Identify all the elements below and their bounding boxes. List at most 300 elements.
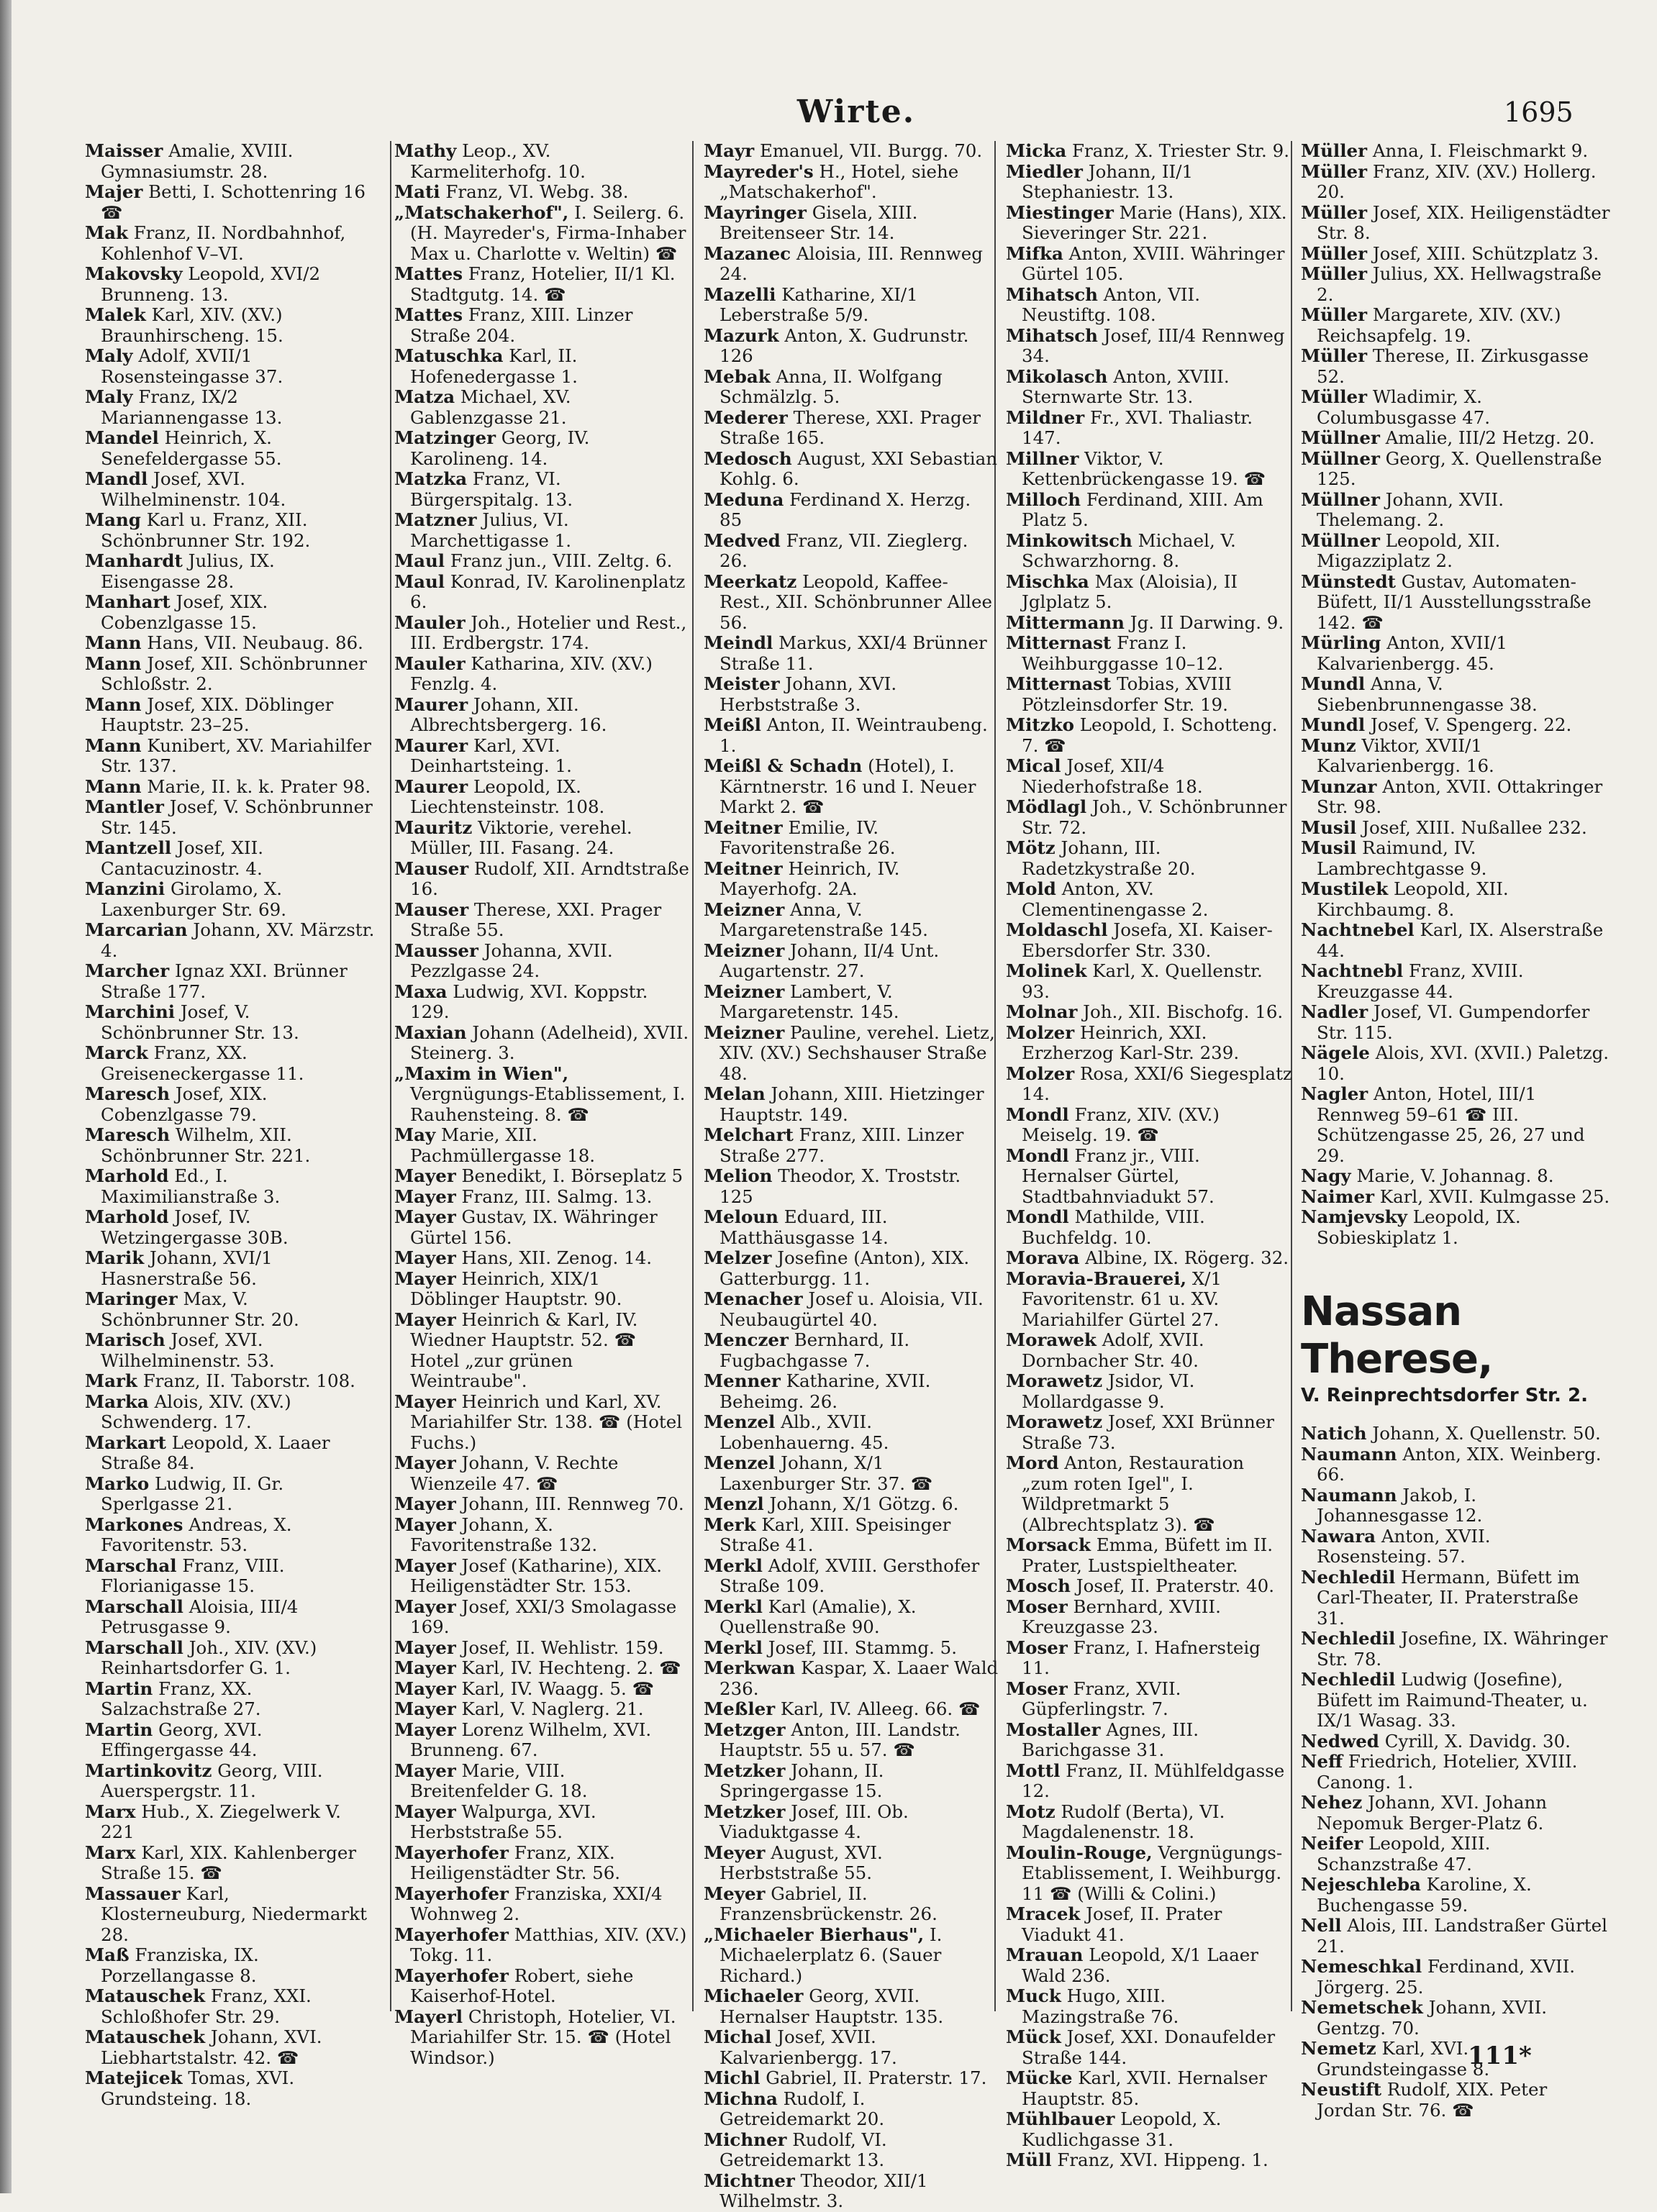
directory-entry [704,449,999,490]
directory-entry [394,1310,689,1392]
entry-name: Marck [85,1042,148,1063]
directory-entry [1301,1629,1610,1670]
directory-entry [85,1474,380,1515]
entry-name: Matzner [394,509,477,530]
directory-entry [394,387,689,428]
entry-details: Therese, XXI. Prager Straße 165. [719,406,981,448]
entry-name: Mihatsch [1006,324,1098,346]
entry-details: Wilhelm, XII. Schönbrunner Str. 221. [101,1124,311,1166]
directory-entry [1301,920,1610,961]
directory-entry [704,1453,999,1494]
entry-details: Gisela, XIII. Breitenseer Str. 14. [719,201,918,243]
entry-name: Münstedt [1301,570,1396,592]
entry-name: Müllner [1301,427,1380,448]
directory-entry [394,1699,689,1720]
entry-details: Anton, Restauration „zum roten Igel", I. Wildpretmarkt 5 (Albrechtsplatz 3). ☎ [1022,1452,1244,1535]
entry-name: Marchini [85,1001,176,1022]
entry-name: Mondl [1006,1103,1069,1125]
entry-details: Johanna, XVII. Pezzlgasse 24. [410,939,613,981]
entry-details: Mathilde, VIII. Buchfeldg. 10. [1022,1206,1205,1248]
entry-name: Nawara [1301,1525,1376,1547]
entry-details: Johann, XVI. Johann Nepomuk Berger-Platz 6. [1317,1792,1548,1834]
entry-name: Meßler [704,1698,776,1719]
entry-name: Mayer [394,1678,456,1699]
directory-entry [394,1884,689,1925]
directory-entry [1006,1576,1294,1597]
entry-name: Nadler [1301,1001,1368,1022]
directory-entry [394,2007,689,2069]
entry-name: Müller [1301,304,1368,325]
entry-details: Gabriel, II. Franzensbrückenstr. 26. [719,1883,938,1924]
entry-name: Minkowitsch [1006,529,1132,551]
entry-name: Mayer [394,1165,456,1186]
entry-name: Manzini [85,878,165,899]
entry-details: Ferdinand X. Herzg. 85 [719,488,971,530]
directory-entry [1006,1597,1294,1638]
entry-details: Anton, X. Gudrunstr. 126 [719,324,969,366]
entry-details: Leopold, XII. Migazziplatz 2. [1317,529,1501,571]
entry-name: Mann [85,734,142,756]
entry-name: Matejicek [85,2067,183,2088]
directory-entry [704,1699,999,1720]
directory-entry [394,1494,689,1515]
entry-name: Matza [394,386,455,407]
entry-name: Mazanec [704,242,791,264]
entry-details: Johann, III. Rennweg 70. [461,1493,684,1514]
entry-name: Menzel [704,1452,776,1473]
entry-details: Josef, XXI. Donaufelder Straße 144. [1022,2026,1276,2068]
entry-details: Max (Aloisia), II Jglplatz 5. [1022,570,1238,612]
entry-name: Namjevsky [1301,1206,1407,1227]
entry-details: Franz, II. Taborstr. 108. [142,1370,355,1391]
entry-details: Fr., XVI. Thaliastr. 147. [1022,406,1253,448]
entry-details: Ferdinand, XVII. Jörgerg. 25. [1317,1956,1576,1998]
entry-name: Mundl [1301,714,1366,735]
entry-name: Motz [1006,1801,1056,1822]
directory-entry [394,203,689,265]
entry-name: Nägele [1301,1042,1370,1063]
entry-details: Johann, XII. Albrechtsbergerg. 16. [410,693,607,735]
entry-details: Heinrich, X. Senefeldergasse 55. [101,427,282,469]
directory-entry [1301,1731,1610,1752]
directory-entry [85,469,380,510]
entry-name: Mical [1006,755,1061,776]
directory-entry [1006,1986,1294,2027]
page-number: 1695 [1504,96,1574,128]
directory-entry [394,1064,689,1126]
entry-name: Mayer [394,1206,456,1227]
entry-details: Leopold, X. Kudlichgasse 31. [1022,2108,1222,2150]
entry-details: Anton, VII. Neustiftg. 108. [1022,283,1201,325]
directory-entry [1006,490,1294,531]
entry-name: Musil [1301,837,1357,858]
directory-entry [85,633,380,654]
directory-entry [1006,1064,1294,1105]
entry-name: Mann [85,652,142,674]
entry-name: Müller [1301,201,1368,223]
entry-details: Josef, III/4 Rennweg 34. [1022,324,1285,366]
entry-details: Josef, XIX. Cobenzlgasse 15. [101,591,268,633]
entry-details: Theodor, XII/1 Wilhelmstr. 3. [719,2170,928,2211]
page-gutter-shadow [0,0,12,2193]
directory-entry [394,859,689,900]
entry-details: Josefine, IX. Währinger Str. 78. [1317,1628,1608,1670]
entry-details: Karl, V. Naglerg. 21. [461,1698,644,1719]
entry-name: Musil [1301,816,1357,838]
entry-name: Mayer [394,1267,456,1289]
directory-entry [394,1802,689,1843]
entry-details: Josef, VI. Gumpendorfer Str. 115. [1317,1001,1590,1043]
entry-details: Wladimir, X. Columbusgasse 47. [1317,386,1491,428]
entry-details: Katharine, XI/1 Leberstraße 5/9. [719,283,918,325]
entry-details: Alois, XIV. (XV.) Schwenderg. 17. [101,1391,291,1432]
entry-details: Josef u. Aloisia, VII. Neubaugürtel 40. [719,1288,984,1330]
entry-name: Matuschka [394,345,504,366]
entry-details: Tobias, XVIII Pötzleinsdorfer Str. 19. [1022,673,1232,715]
directory-entry [394,777,689,818]
directory-entry [704,859,999,900]
entry-details: Johann (Adelheid), XVII. Steinerg. 3. [410,1021,689,1063]
directory-entry [1006,715,1294,756]
entry-name: Müller [1301,345,1368,366]
entry-name: Müllner [1301,447,1380,469]
directory-entry [394,1638,689,1659]
entry-name: Moser [1006,1637,1068,1658]
entry-name: Meizner [704,939,785,961]
entry-details: Anton, III. Landstr. Hauptstr. 55 u. 57. ☎ [719,1719,961,1760]
entry-name: Martin [85,1719,153,1740]
entry-details: Johann, II/4 Unt. Augartenstr. 27. [719,939,940,981]
entry-name: Müller [1301,140,1368,161]
entry-name: Morawetz [1006,1370,1103,1391]
entry-details: Josef, XII/4 Niederhofstraße 18. [1022,755,1203,797]
entry-details: Johann, X/1 Götzg. 6. [769,1493,959,1514]
entry-name: Mostaller [1006,1719,1101,1740]
directory-entry [85,654,380,695]
entry-details: Albine, IX. Rögerg. 32. [1085,1247,1289,1268]
directory-entry [394,428,689,469]
directory-entry [85,387,380,428]
entry-name: Michna [704,2088,778,2109]
entry-name: Marka [85,1391,149,1412]
entry-details: Josef, XIX. Heiligenstädter Str. 8. [1317,201,1610,243]
entry-details: Anton, XVII/1 Kalvarienbergg. 45. [1317,632,1507,674]
entry-name: Nedwed [1301,1730,1379,1752]
directory-entry [704,1084,999,1125]
directory-entry [1006,1330,1294,1371]
entry-details: Ed., I. Maximilianstraße 3. [101,1165,281,1207]
entry-details: Johann, XIII. Hietzinger Hauptstr. 149. [719,1083,984,1125]
entry-details: Karl, XIX. Kahlenberger Straße 15. ☎ [101,1842,357,1883]
directory-entry [1006,1269,1294,1331]
directory-entry [394,141,689,182]
entry-details: Hans, XII. Zenog. 14. [461,1247,653,1268]
entry-name: Mitternast [1006,673,1112,694]
entry-name: Marko [85,1473,150,1494]
entry-details: Josef, XIX. Döblinger Hauptstr. 23–25. [101,693,334,735]
directory-entry [704,2068,999,2089]
directory-entry [1301,1002,1610,1043]
entry-details: Josef, III. Stammg. 5. [768,1637,958,1658]
entry-details: Heinrich, IV. Mayerhofg. 2A. [719,857,900,899]
directory-entry [704,1289,999,1330]
entry-name: Mück [1006,2026,1061,2047]
entry-name: Mayerhofer [394,1965,509,1986]
directory-entry [85,1986,380,2027]
entry-details: Franz, XIV. (XV.) Hollerg. 20. [1317,160,1597,202]
directory-entry [394,1658,689,1679]
entry-name: Nemeschkal [1301,1956,1422,1977]
entry-details: Rudolf, VI. Getreidemarkt 13. [719,2129,887,2170]
entry-details: Franz, XVI. Hippeng. 1. [1057,2149,1268,2170]
directory-entry [85,1248,380,1289]
entry-details: Karl, XIV. (XV.) Braunhirscheng. 15. [101,304,283,346]
entry-details: Emanuel, VII. Burgg. 70. [759,140,983,161]
entry-name: Mayer [394,1596,456,1617]
entry-name: Merk [704,1514,756,1535]
entry-name: Mann [85,693,142,715]
entry-name: Matzka [394,468,468,489]
entry-details: Julius, IX. Eisengasse 28. [101,550,275,592]
entry-name: Marcher [85,960,170,981]
entry-details: Katharine, XVII. Beheimg. 26. [719,1370,931,1412]
directory-entry [704,1638,999,1659]
entry-details: Josef, XIII. Schützplatz 3. [1372,242,1599,264]
directory-entry [704,1884,999,1925]
entry-name: Nagy [1301,1165,1351,1186]
entry-details: Franz, III. Salmg. 13. [461,1185,653,1207]
directory-entry [394,941,689,982]
entry-details: Josef, XVI. Wilhelminenstr. 53. [101,1329,275,1371]
entry-details: Franz, Hotelier, II/1 Kl. Stadtgutg. 14. ☎ [410,263,676,305]
entry-details: Viktor, XVII/1 Kalvarienbergg. 16. [1317,734,1494,776]
entry-details: Karl, IV. Hechteng. 2. ☎ [461,1657,681,1678]
entry-name: Mondl [1006,1206,1069,1227]
entry-name: Nechledil [1301,1669,1396,1690]
entry-details: Anton, XVII. Ottakringer Str. 98. [1317,775,1603,817]
entry-details: Johann, XVI. Herbststraße 3. [719,673,897,715]
entry-details: Franz, XX. Salzachstraße 27. [101,1678,261,1719]
directory-entry [1301,838,1610,879]
entry-details: Marie, VIII. Breitenfelder G. 18. [410,1760,588,1801]
directory-entry [704,490,999,531]
entry-details: Benedikt, I. Börseplatz 5 [461,1165,684,1186]
entry-name: Meyer [704,1842,766,1863]
directory-entry [1301,1670,1610,1731]
entry-name: Mazelli [704,283,776,305]
directory-entry [704,900,999,941]
entry-name: Naimer [1301,1185,1374,1207]
directory-entry [394,1453,689,1494]
directory-entry [1301,2080,1610,2121]
directory-entry [704,756,999,818]
directory-entry [704,1248,999,1289]
directory-entry [1006,633,1294,674]
directory-entry [704,408,999,449]
entry-name: Melchart [704,1124,794,1145]
entry-name: Mildner [1006,406,1085,428]
directory-entry [1301,1187,1610,1208]
entry-details: Lambert, V. Margaretenstr. 145. [719,980,899,1022]
directory-entry [1301,1998,1610,2039]
entry-details: Karl, IV. Waagg. 5. ☎ [461,1678,655,1699]
entry-name: Maresch [85,1124,171,1145]
entry-name: Meißl [704,714,761,735]
entry-details: Hans, VII. Neubaug. 86. [147,632,363,653]
entry-name: Meizner [704,898,785,920]
entry-name: „Michaeler Bierhaus", [704,1924,925,1945]
directory-entry [1301,162,1610,203]
entry-details: X/1 Favoritenstr. 61 u. XV. Mariahilfer Gürtel 27. [1022,1267,1222,1330]
directory-entry [1301,1526,1610,1567]
entry-name: Morsack [1006,1534,1091,1555]
entry-details: Tomas, XVI. Grundsteing. 18. [101,2067,295,2109]
entry-name: Nachtnebl [1301,960,1404,981]
directory-entry [1301,879,1610,920]
directory-entry [394,736,689,777]
entry-name: Morawetz [1006,1411,1103,1432]
entry-name: Massauer [85,1883,181,1904]
entry-details: Christoph, Hotelier, VI. Mariahilfer Str. 15. ☎ (Hotel Windsor.) [410,2006,676,2068]
entry-details: Vergnügungs-Etablissement, I. Weihburgg. 11 ☎ (Willi & Colini.) [1022,1842,1283,1904]
entry-details: Rudolf, XIX. Peter Jordan Str. 76. ☎ [1317,2079,1548,2121]
entry-details: Agnes, III. Barichgasse 31. [1022,1719,1199,1760]
entry-name: Marisch [85,1329,165,1350]
directory-entry [85,1761,380,1802]
entry-name: Marx [85,1842,136,1863]
entry-details: H., Hotel, siehe „Matschakerhof". [719,160,959,202]
entry-name: Mayer [394,1719,456,1740]
entry-details: Johann, X/1 Laxenburger Str. 37. ☎ [719,1452,933,1494]
directory-entry [85,346,380,387]
entry-details: Franz, II. Nordbahnhof, Kohlenhof V–VI. [101,222,346,264]
directory-entry [1006,1945,1294,1986]
directory-entry [394,264,689,305]
entry-details: Josef, XIX. Cobenzlgasse 79. [101,1083,268,1125]
directory-entry [1301,1916,1610,1957]
entry-name: Mayringer [704,201,807,223]
directory-entry [704,1371,999,1412]
directory-entry [704,141,999,162]
entry-details: Georg, XVI. Effingergasse 44. [101,1719,263,1760]
running-head-title: Wirte. [796,94,916,130]
entry-name: Mattes [394,304,463,325]
advertisement-block [1301,1288,1610,1408]
entry-details: Anna, V. Siebenbrunnengasse 38. [1317,673,1538,715]
entry-details: Alois, III. Landstraßer Gürtel 21. [1317,1915,1607,1957]
directory-entry [1301,449,1610,490]
entry-name: Mayerl [394,2006,463,2027]
directory-column-1 [85,140,380,2109]
entry-details: Rudolf, XII. Arndtstraße 16. [410,857,689,899]
entry-details: Andreas, X. Favoritenstr. 53. [101,1514,292,1555]
entry-name: Müller [1301,386,1368,407]
entry-details: Franz, XIX. Heiligenstädter Str. 56. [410,1842,621,1883]
entry-name: Moravia-Brauerei, [1006,1267,1187,1289]
directory-entry [85,223,380,264]
entry-name: Müll [1006,2149,1052,2170]
directory-entry [1006,1638,1294,1679]
entry-details: Margarete, XIV. (XV.) Reichsapfelg. 19. [1317,304,1561,346]
entry-details: Amalie, III/2 Hetzg. 20. [1385,427,1595,448]
entry-name: Maxa [394,980,448,1002]
entry-details: Adolf, XVII. Dornbacher Str. 40. [1022,1329,1204,1371]
entry-details: Alb., XVII. Lobenhauerng. 45. [719,1411,889,1453]
directory-entry [394,1597,689,1638]
directory-entry [1301,572,1610,634]
entry-name: Martinkovitz [85,1760,212,1781]
directory-entry [394,1966,689,2007]
entry-name: Menzl [704,1493,764,1514]
entry-details: Josef, IV. Wetzingergasse 30B. [101,1206,289,1248]
entry-name: Meitner [704,816,783,838]
entry-name: Mayer [394,1452,456,1473]
directory-entry [704,1986,999,2027]
entry-name: Michtner [704,2170,795,2191]
directory-entry [1006,674,1294,715]
entry-details: Gabriel, II. Praterstr. 17. [766,2067,987,2088]
entry-details: Josef, XVI. Wilhelminenstr. 104. [101,468,286,510]
entry-name: Marschall [85,1637,183,1658]
entry-name: Mosch [1006,1575,1071,1596]
entry-details: Leopold, X. Laaer Straße 84. [101,1432,330,1473]
entry-name: Morawek [1006,1329,1097,1350]
directory-entry [1006,1146,1294,1208]
directory-column-2 [394,140,689,2068]
directory-entry [704,1597,999,1638]
entry-details: Marie (Hans), XIX. Sieveringer Str. 221. [1022,201,1287,243]
entry-details: Karoline, X. Buchengasse 59. [1317,1874,1532,1916]
entry-name: Meloun [704,1206,778,1227]
entry-name: Merkwan [704,1657,796,1678]
entry-name: Marik [85,1247,145,1268]
directory-entry [704,1761,999,1802]
directory-entry [704,2171,999,2212]
entry-details: Pauline, verehel. Lietz, XIV. (XV.) Sechshauser Straße 48. [719,1021,995,1084]
entry-name: Mracek [1006,1903,1081,1924]
entry-name: Menzel [704,1411,776,1432]
entry-details: Theodor, X. Troststr. 125 [719,1165,961,1207]
entry-details: Joh., V. Schönbrunner Str. 72. [1022,796,1287,838]
directory-entry [85,1802,380,1843]
entry-name: Meißl & Schadn [704,755,863,776]
entry-name: Maß [85,1944,130,1965]
directory-column-3 [704,140,999,2211]
entry-name: Maxian [394,1021,467,1043]
directory-entry [704,326,999,367]
entry-name: Markones [85,1514,183,1535]
directory-entry [85,797,380,838]
entry-name: Mühlbauer [1006,2108,1115,2129]
directory-entry [704,1843,999,1884]
directory-entry [85,592,380,633]
entry-name: Majer [85,181,143,202]
entry-name: Michaeler [704,1985,804,2006]
entry-name: Mayerhofer [394,1883,509,1904]
entry-name: Müllner [1301,529,1380,551]
entry-details: Alois, XVI. (XVII.) Paletzg. 10. [1317,1042,1610,1084]
directory-entry [704,203,999,244]
directory-entry [1301,1166,1610,1187]
entry-name: Mauser [394,857,469,879]
directory-entry [1301,346,1610,387]
entry-details: Hugo, XIII. Mazingstraße 76. [1022,1985,1179,2027]
entry-details: Anton, XV. Clementinengasse 2. [1022,878,1209,920]
entry-details: Johann, III. Radetzkystraße 20. [1022,837,1196,879]
directory-entry [1301,531,1610,572]
entry-details: Josef, XXI/3 Smolagasse 169. [410,1596,677,1637]
page-header [0,94,1657,144]
